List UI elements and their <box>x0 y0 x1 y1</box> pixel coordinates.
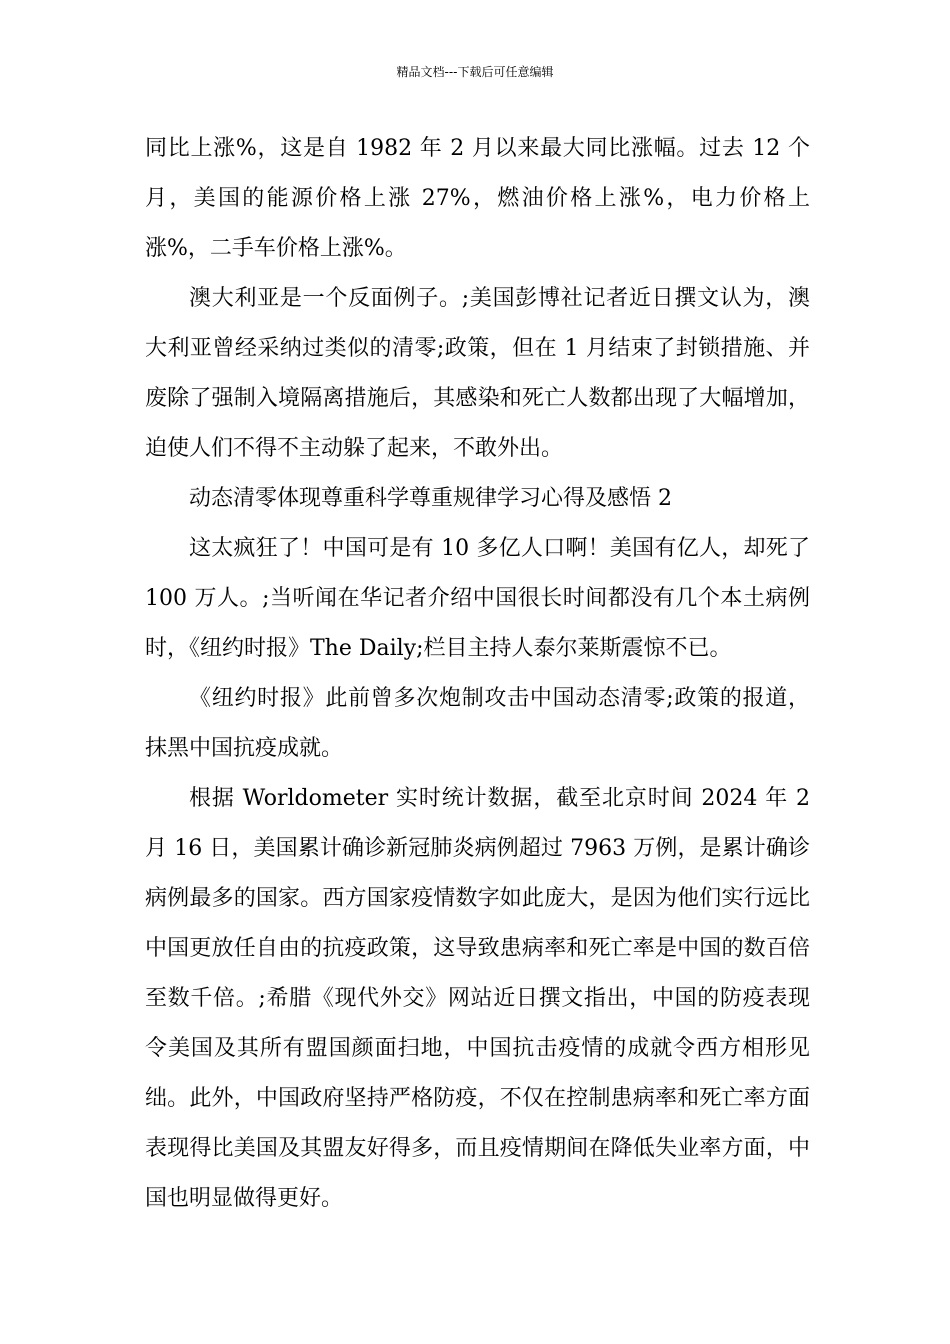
paragraph-5: 根据 Worldometer 实时统计数据，截至北京时间 2024 年 2 月 16 日，美国累计确诊新冠肺炎病例超过 7963 万例，是累计确诊病例最多的国家。西方国家疫情数字如此庞大，是因为他们实行远比中国更放任自由的抗疫政策，这导致患病率和死亡率是中国的数百倍至数千倍。;希腊《现代外交》网站近日撰文指出，中国的防疫表现令美国及其所有盟国颜面扫地，中国抗击疫情的成就令西方相形见绌。此外，中国政府坚持严格防疫，不仅在控制患病率和死亡率方面表现得比美国及其盟友好得多，而且疫情期间在降低失业率方面，中国也明显做得更好。 <box>145 786 810 1211</box>
paragraph-1: 同比上涨%，这是自 1982 年 2 月以来最大同比涨幅。过去 12 个月，美国的能源价格上涨 27%，燃油价格上涨%，电力价格上涨%，二手车价格上涨%。 <box>145 136 810 261</box>
document-body <box>145 124 810 1224</box>
paragraph-2: 澳大利亚是一个反面例子。;美国彭博社记者近日撰文认为，澳大利亚曾经采纳过类似的清零;政策，但在 1 月结束了封锁措施、并废除了强制入境隔离措施后，其感染和死亡人数都出现了大幅增加，迫使人们不得不主动躲了起来，不敢外出。 <box>145 286 810 461</box>
page-header: 精品文档---下载后可任意编辑 <box>396 65 554 79</box>
section-heading: 动态清零体现尊重科学尊重规律学习心得及感悟 2 <box>189 486 672 511</box>
paragraph-4: 《纽约时报》此前曾多次炮制攻击中国动态清零;政策的报道，抹黑中国抗疫成就。 <box>145 686 810 761</box>
paragraph-3: 这太疯狂了！中国可是有 10 多亿人口啊！美国有亿人，却死了 100 万人。;当听闻在华记者介绍中国很长时间都没有几个本土病例时，《纽约时报》The Daily;栏目主持人泰尔莱斯震惊不已。 <box>145 536 810 661</box>
